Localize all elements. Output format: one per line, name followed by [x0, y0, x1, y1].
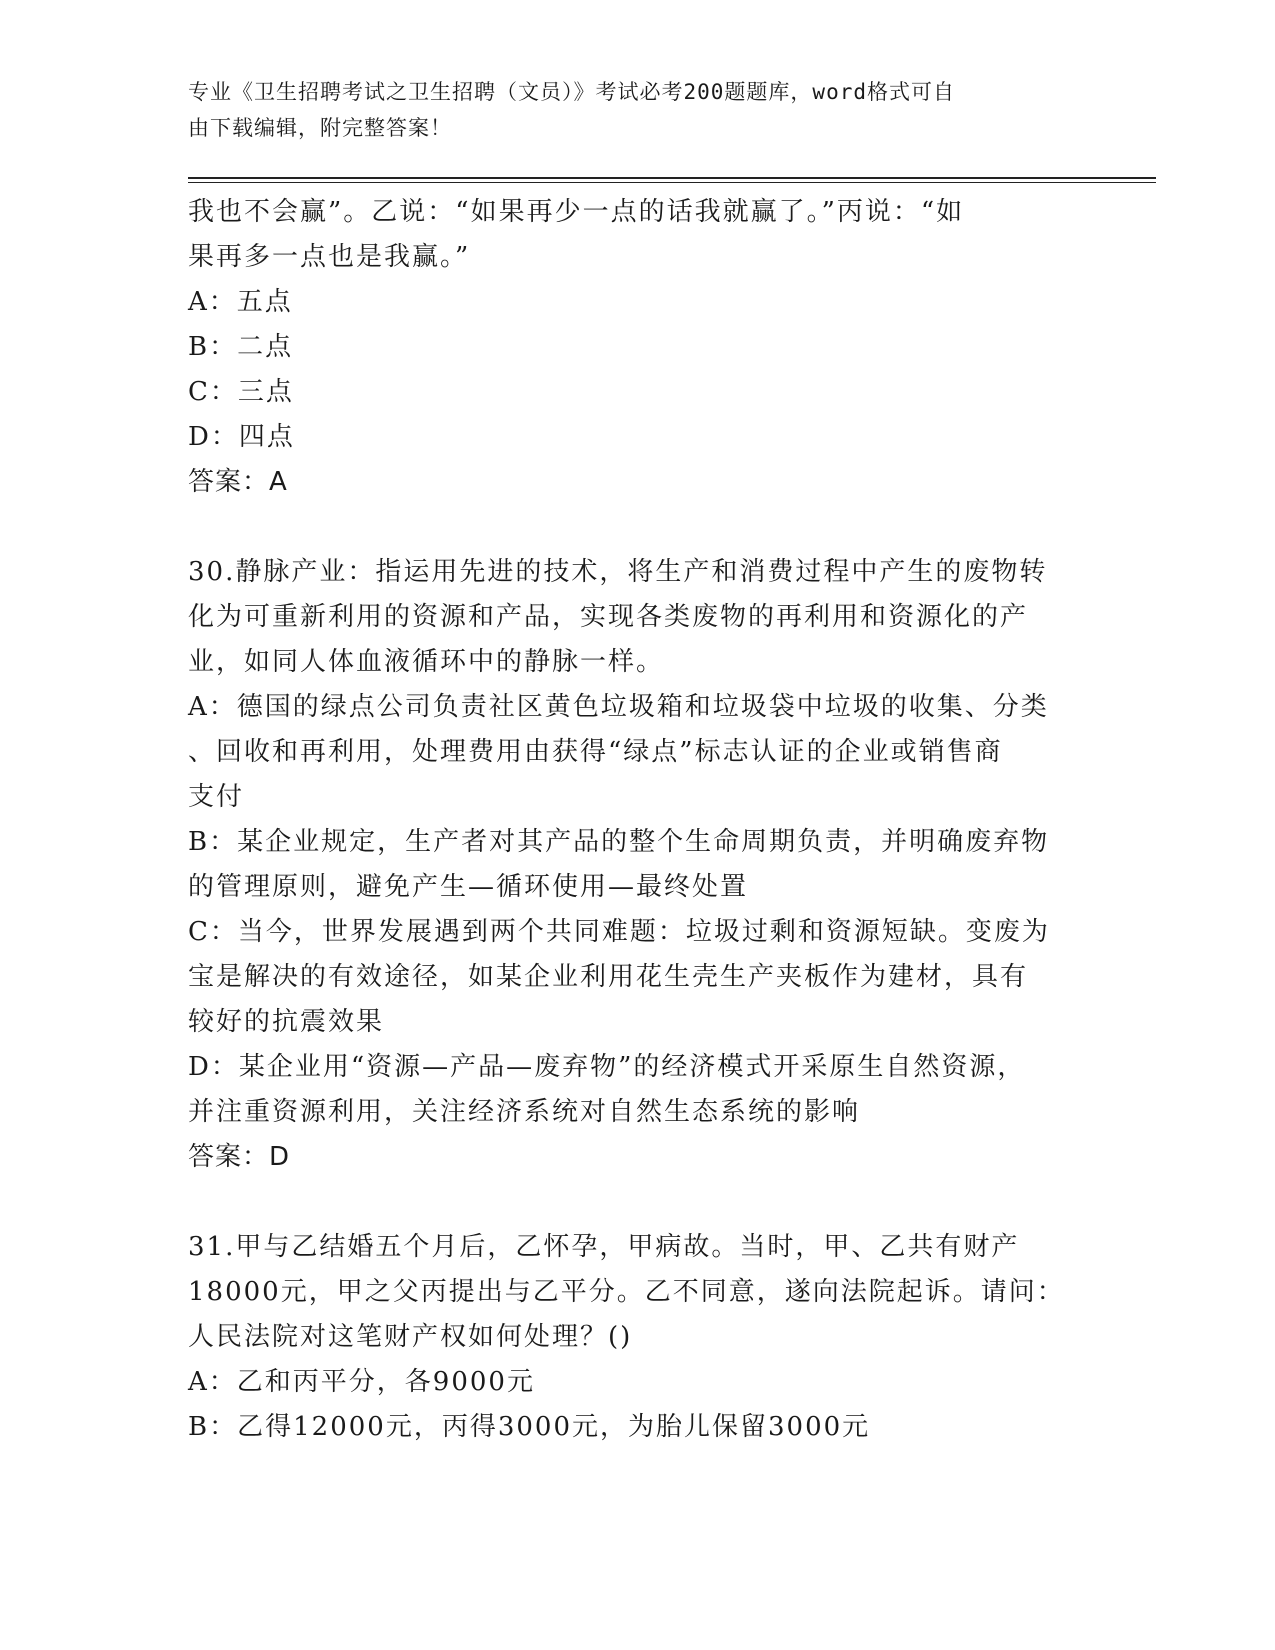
question-stem-line: 18000元，甲之父丙提出与乙平分。乙不同意，遂向法院起诉。请问：: [188, 1277, 1065, 1307]
option-d: D：某企业用“资源—产品—废弃物”的经济模式开采原生自然资源，: [188, 1052, 1026, 1082]
option-c: C：当今，世界发展遇到两个共同难题：垃圾过剩和资源短缺。变废为: [188, 917, 1050, 947]
question-stem-line: 化为可重新利用的资源和产品，实现各类废物的再利用和资源化的产: [188, 602, 1029, 632]
option-a: A：德国的绿点公司负责社区黄色垃圾箱和垃圾袋中垃圾的收集、分类: [188, 692, 1049, 722]
answer-line: 答案：A: [188, 467, 288, 497]
question-stem-line: 人民法院对这笔财产权如何处理？(): [188, 1322, 633, 1352]
option-b: B：某企业规定，生产者对其产品的整个生命周期负责，并明确废弃物: [188, 827, 1050, 857]
header-title-line-1: 专业《卫生招聘考试之卫生招聘（文员）》考试必考200题题库，word格式可自: [188, 80, 955, 104]
header-title-line-2: 由下载编辑，附完整答案！: [188, 116, 452, 140]
spacer: [188, 505, 1088, 550]
question-stem-line: 31.甲与乙结婚五个月后，乙怀孕，甲病故。当时，甲、乙共有财产: [188, 1232, 1020, 1262]
spacer: [188, 1180, 1088, 1225]
document-body: [188, 190, 1088, 1450]
question-29-continuation: [188, 190, 1088, 505]
option-a-cont: 、回收和再利用，处理费用由获得“绿点”标志认证的企业或销售商: [188, 737, 1003, 767]
option-c: C：三点: [188, 377, 294, 407]
option-a: A：五点: [188, 287, 293, 317]
option-c-cont: 较好的抗震效果: [188, 1007, 385, 1037]
question-stem-line: 我也不会赢”。乙说：“如果再少一点的话我就赢了。”丙说：“如: [188, 197, 965, 227]
question-31: [188, 1225, 1088, 1450]
question-stem-line: 果再多一点也是我赢。”: [188, 242, 471, 272]
option-a-cont: 支付: [188, 782, 245, 812]
question-stem-line: 30.静脉产业：指运用先进的技术，将生产和消费过程中产生的废物转: [188, 557, 1048, 587]
option-b-cont: 的管理原则，避免产生—循环使用—最终处置: [188, 872, 749, 902]
header-rule-thick: [188, 177, 1156, 179]
option-a: A：乙和丙平分，各9000元: [188, 1367, 535, 1397]
header-rule-thin: [188, 182, 1156, 183]
option-d-cont: 并注重资源利用，关注经济系统对自然生态系统的影响: [188, 1097, 861, 1127]
answer-line: 答案：D: [188, 1142, 291, 1172]
question-stem-line: 业，如同人体血液循环中的静脉一样。: [188, 647, 665, 677]
option-b: B：二点: [188, 332, 294, 362]
option-d: D：四点: [188, 422, 295, 452]
option-b: B：乙得12000元，丙得3000元，为胎儿保留3000元: [188, 1412, 871, 1442]
option-c-cont: 宝是解决的有效途径，如某企业利用花生壳生产夹板作为建材，具有: [188, 962, 1029, 992]
question-30: [188, 550, 1088, 1180]
page-header: [188, 74, 1078, 146]
